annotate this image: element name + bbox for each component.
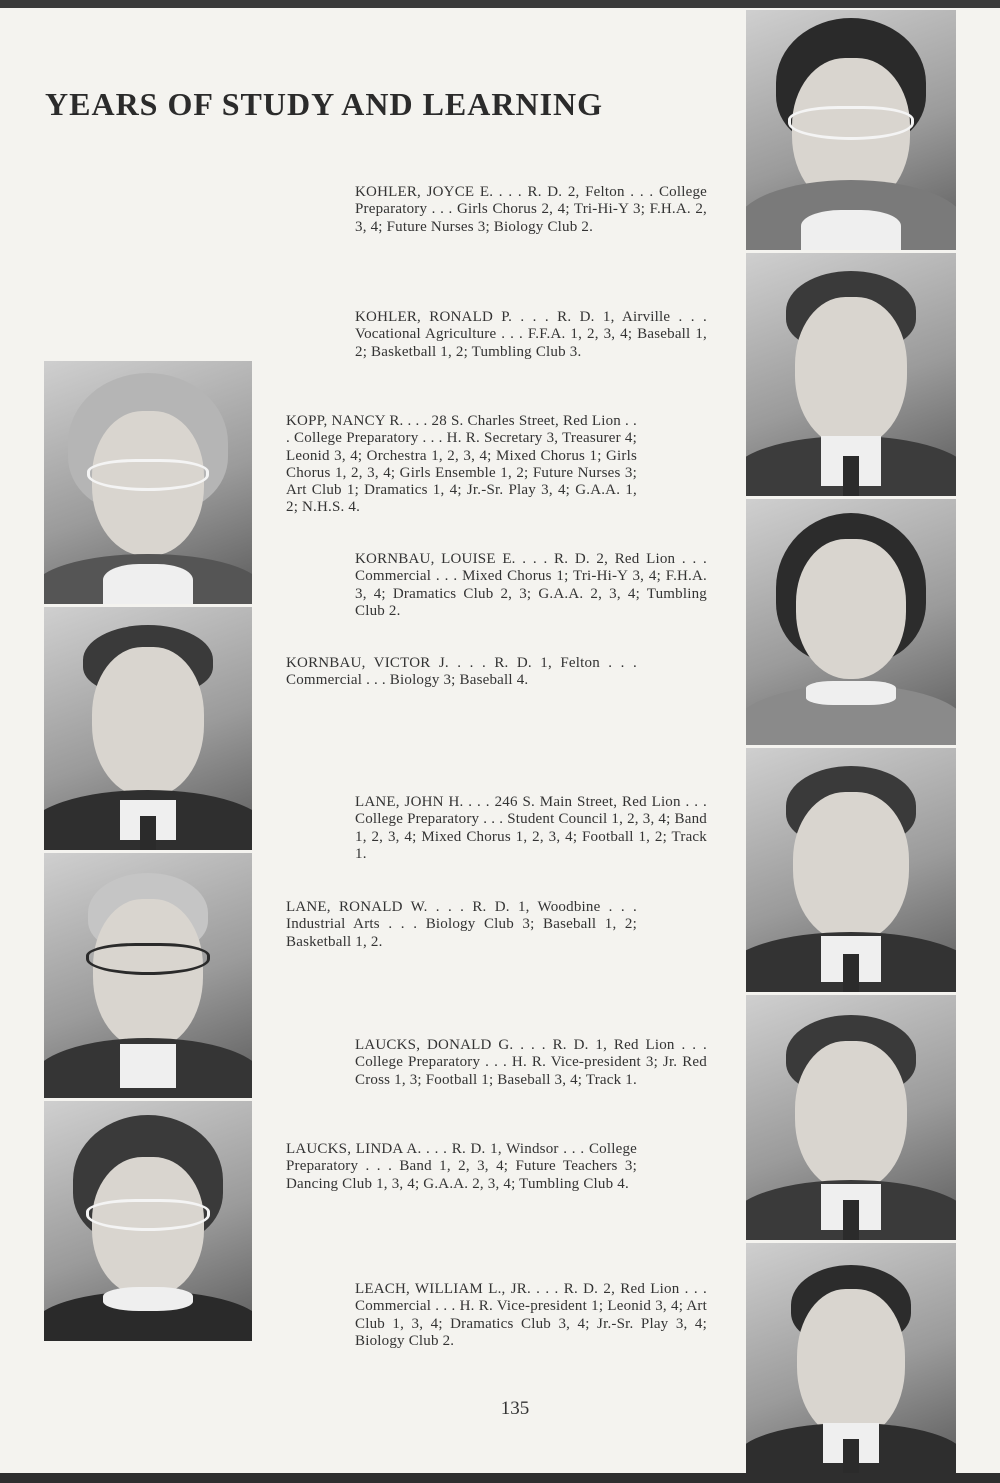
portrait-photo-lane-john — [746, 748, 956, 992]
page-top-edge — [0, 0, 1000, 8]
entry-leach-william: LEACH, WILLIAM L., JR. . . . R. D. 2, Red Lion . . . Commercial . . . H. R. Vice-president 1; Leonid 3, 4; Art Club 1, 3, 4; Dramatics Club 3, 4; Jr.-Sr. Play 3, 4; Biology Club 2. — [355, 1281, 707, 1349]
portrait-photo-kornbau-victor — [44, 607, 252, 850]
portrait-photo-lane-ronald — [44, 853, 252, 1098]
entry-kopp-nancy: KOPP, NANCY R. . . . 28 S. Charles Street, Red Lion . . . College Preparatory . . . H. R. Secretary 3, Treasurer 4; Leonid 3, 4; Orchestra 1, 2, 3, 4; Mixed Chorus 1; Girls Chorus 1, 2, 3, 4; Girls Ensemble 1, 2; Future Nurses 3; Art Club 1; Dramatics 1, 4; Jr.-Sr. Play 3, 4; G.A.A. 1, 2; N.H.S. 4. — [286, 413, 637, 516]
portrait-photo-laucks-donald — [746, 995, 956, 1240]
page-title: YEARS OF STUDY AND LEARNING — [45, 86, 604, 122]
entry-lane-john: LANE, JOHN H. . . . 246 S. Main Street, Red Lion . . . College Preparatory . . . Student Council 1, 2, 3, 4; Band 1, 2, 3, 4; Mixed Chorus 1, 2, 3, 4; Football 1, 2; Track 1. — [355, 794, 707, 862]
entry-lane-ronald: LANE, RONALD W. . . . R. D. 1, Woodbine . . . Industrial Arts . . . Biology Club 3; Baseball 1, 2; Basketball 1, 2. — [286, 899, 637, 950]
portrait-photo-kopp-nancy — [44, 361, 252, 604]
entry-kornbau-louise: KORNBAU, LOUISE E. . . . R. D. 2, Red Lion . . . Commercial . . . Mixed Chorus 1; Tri-Hi-Y 3, 4; F.H.A. 3, 4; Dramatics Club 2, 3; G.A.A. 2, 3, 4; Tumbling Club 2. — [355, 551, 707, 619]
page-bottom-edge — [0, 1473, 1000, 1483]
portrait-photo-kohler-ronald — [746, 253, 956, 496]
entry-laucks-donald: LAUCKS, DONALD G. . . . R. D. 1, Red Lion . . . College Preparatory . . . H. R. Vice-president 3; Jr. Red Cross 1, 3; Football 1; Baseball 3, 4; Track 1. — [355, 1037, 707, 1088]
entry-kornbau-victor: KORNBAU, VICTOR J. . . . R. D. 1, Felton . . . Commercial . . . Biology 3; Baseball 4. — [286, 655, 637, 689]
page-number: 135 — [500, 1398, 530, 1419]
entry-kohler-ronald: KOHLER, RONALD P. . . . R. D. 1, Airville . . . Vocational Agriculture . . . F.F.A. 1, 2, 3, 4; Baseball 1, 2; Basketball 1, 2; Tumbling Club 3. — [355, 309, 707, 360]
portrait-photo-laucks-linda — [44, 1101, 252, 1341]
portrait-photo-kornbau-louise — [746, 499, 956, 745]
entry-kohler-joyce: KOHLER, JOYCE E. . . . R. D. 2, Felton . . . College Preparatory . . . Girls Chorus 2, 4; Tri-Hi-Y 3; F.H.A. 2, 3, 4; Future Nurses 3; Biology Club 2. — [355, 184, 707, 235]
entry-laucks-linda: LAUCKS, LINDA A. . . . R. D. 1, Windsor . . . College Preparatory . . . Band 1, 2, 3, 4; Future Teachers 3; Dancing Club 1, 3, 4; G.A.A. 2, 3, 4; Tumbling Club 4. — [286, 1141, 637, 1192]
portrait-photo-leach-william — [746, 1243, 956, 1473]
portrait-photo-kohler-joyce — [746, 10, 956, 250]
